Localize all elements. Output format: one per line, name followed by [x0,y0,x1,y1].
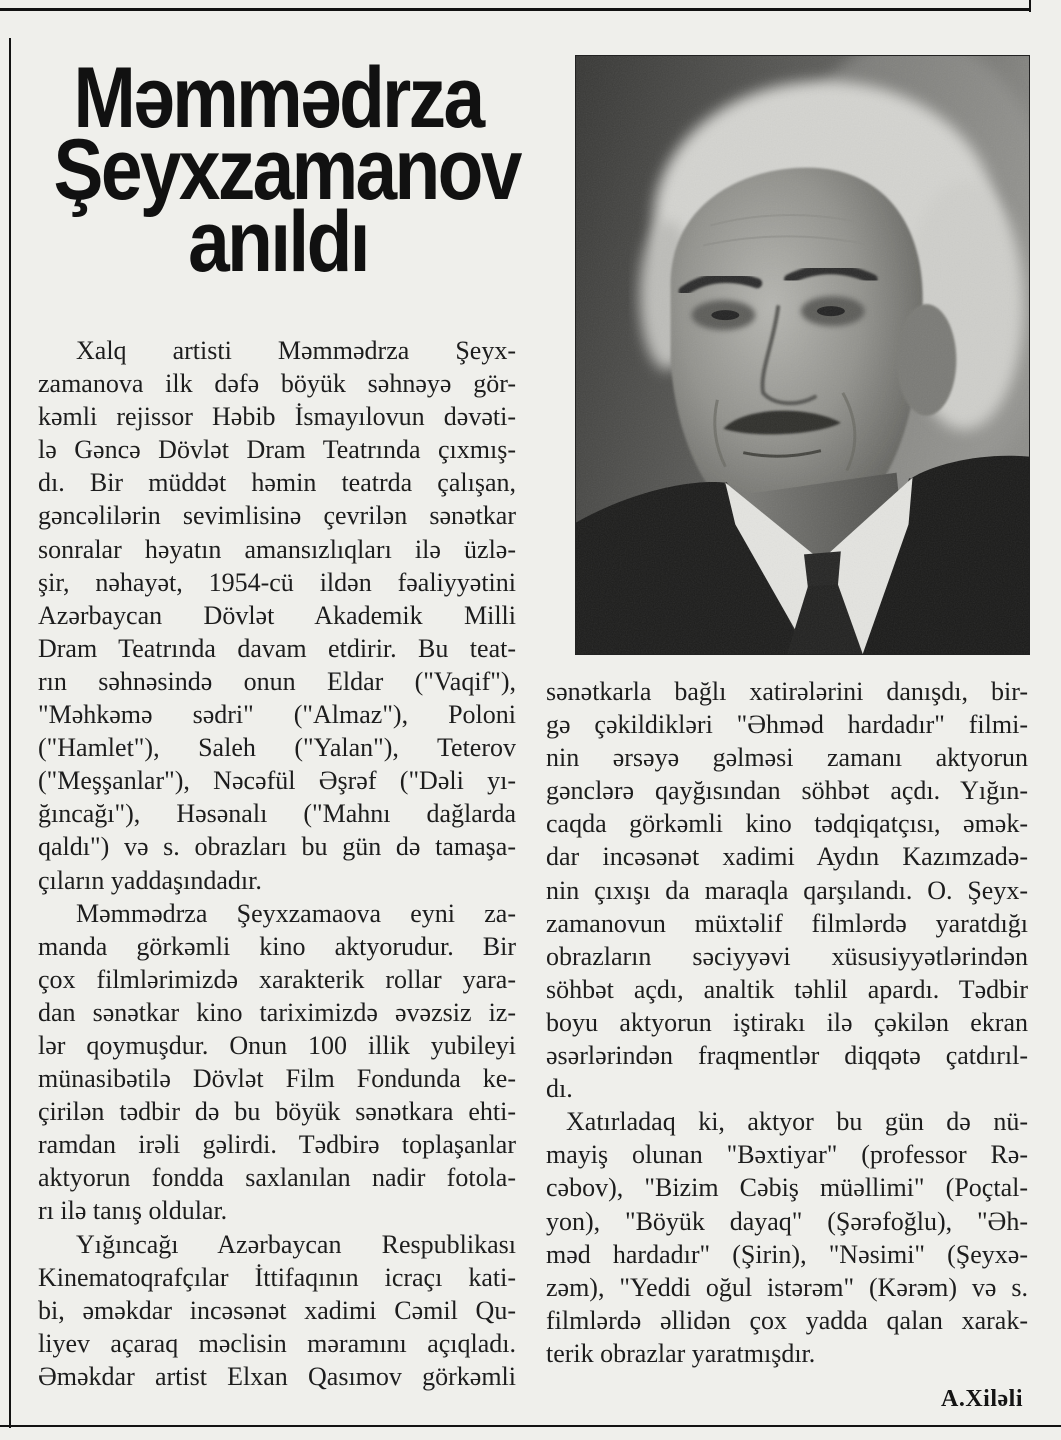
text-line: yon), "Böyük dayaq" (Şərəfoğlu), "Əh- [546,1206,1028,1236]
text-line: rın səhnəsində onun Eldar ("Vaqif"), [38,666,516,696]
text-line: obrazların səciyyəvi xüsusiyyətlərindən [546,941,1028,971]
text-line: aktyorun fondda saxlanılan nadir fotola- [38,1163,516,1193]
text-line: söhbət açdı, analtik təhlil apardı. Tədbir [546,974,1028,1004]
text-line: şir, nəhayət, 1954-cü ildən fəaliyyətini [38,567,516,597]
text-line: Yığıncağı Azərbaycan Respublikası [76,1229,516,1259]
text-line: rı ilə tanış oldular. [38,1196,228,1226]
rule-bottom [0,1425,1061,1427]
text-line: ramdan irəli gəlirdi. Tədbirə toplaşanlar [38,1130,516,1160]
text-line: gəncəlilərin sevimlisinə çevrilən sənətkar [38,501,516,531]
text-line: cəbov), "Bizim Cəbiş müəllimi" (Poçtal- [546,1173,1028,1203]
text-line: kəmli rejissor Həbib İsmayılovun dəvəti- [38,402,516,432]
text-line: dan sənətkar kino tariximizdə əvəzsiz iz- [38,997,516,1027]
rule-left [9,38,11,1428]
text-line: Xatırladaq ki, aktyor bu gün də nü- [566,1107,1028,1137]
text-line: mayiş olunan "Bəxtiyar" (professor Rə- [546,1140,1028,1170]
paragraph [38,897,516,1228]
text-line: zamanovun müxtəlif filmlərdə yaratdığı [546,908,1028,938]
text-line: Azərbaycan Dövlət Akademik Milli [38,600,516,630]
text-line: zamanova ilk dəfə böyük səhnəyə gör- [38,369,516,399]
text-line: nin çıxışı da maraqla qarşılandı. O. Şeyx- [546,875,1028,905]
text-line: çıların yaddaşındadır. [38,865,262,895]
text-line: caqda görkəmli kino tədqiqatçısı, əmək- [546,809,1028,839]
text-line: məd hardadır" (Şirin), "Nəsimi" (Şeyxə- [546,1239,1028,1269]
text-line: Xalq artisti Məmmədrza Şeyx- [76,336,516,365]
text-line: "Məhkəmə sədri" ("Almaz"), Poloni [38,700,516,730]
text-line: sonralar həyatın amansızlıqları ilə üzlə- [38,534,516,564]
text-line: nin ərsəyə gəlməsi zamanı aktyorun [546,743,1028,773]
text-line: filmlərdə əllidən çox yadda qalan xarak- [546,1305,1028,1335]
headline-line: anıldı [188,194,368,290]
text-line: münasibətilə Dövlət Film Fondunda ke- [38,1064,516,1094]
text-line: liyev açaraq məclisin məramını açıqladı. [38,1328,516,1358]
text-line: Əməkdar artist Elxan Qasımov görkəmli [38,1361,516,1391]
text-line: lər qoymuşdur. Onun 100 illik yubileyi [38,1030,516,1060]
rule-top [0,8,1031,11]
paragraph [38,334,516,897]
headline-line: Şeyxzamanov [53,122,520,218]
text-line: lə Gəncə Dövlət Dram Teatrında çıxmış- [38,435,516,465]
text-line: sənətkarla bağlı xatirələrini danışdı, bir- [546,677,1028,706]
text-line: Dram Teatrında davam etdirir. Bu teat- [38,633,516,663]
headline [20,50,536,290]
portrait-photo [575,55,1030,655]
text-line: ğıncağı"), Həsənalı ("Mahnı dağlarda [38,799,516,829]
text-line: əsərlərindən fraqmentlər diqqətə çatdırıl- [546,1041,1028,1071]
text-line: çirilən tədbir də bu böyük sənətkara ehti- [38,1097,516,1127]
text-line: bi, əməkdar incəsənət xadimi Cəmil Qu- [38,1295,516,1325]
text-line: gənclərə qayğısından söhbət açdı. Yığın- [546,776,1028,806]
text-line: manda görkəmli kino aktyorudur. Bir [38,931,516,961]
text-line: dı. [546,1074,573,1104]
text-line: terik obrazlar yaratmışdır. [546,1338,816,1368]
portrait-illustration [576,56,1029,654]
article-column-left [38,334,516,1393]
text-line: Kinematoqrafçılar İttifaqının icraçı kati- [38,1262,516,1292]
text-line: çox filmlərimizdə xarakterik rollar yara- [38,964,516,994]
paragraph-continuation [546,675,1028,1105]
byline: A.Xiləli [941,1386,1023,1412]
text-line: dı. Bir müddət həmin teatrda çalışan, [38,468,516,498]
text-line: zəm), "Yeddi oğul istərəm" (Kərəm) və s. [546,1272,1028,1302]
headline-line: Məmmədrza [73,50,483,146]
text-line: qaldı") və s. obrazları bu gün də tamaşa- [38,832,516,862]
rule-top-right-tick [1029,0,1031,12]
text-line: dar incəsənət xadimi Aydın Kazımzadə- [546,842,1028,872]
text-line: boyu aktyorun iştirakı ilə çəkilən ekran [546,1007,1028,1037]
text-line: Məmmədrza Şeyxzamaova eyni za- [76,898,516,928]
paragraph [546,1105,1028,1370]
photo-grain [576,56,1029,654]
text-line: gə çəkildikləri "Əhməd hardadır" filmi- [546,710,1028,740]
text-line: ("Hamlet"), Saleh ("Yalan"), Teterov [38,733,516,763]
text-line: ("Meşşanlar"), Nəcəfül Əşrəf ("Dəli yı- [38,766,516,796]
article-column-right [546,675,1028,1370]
paragraph [38,1228,516,1393]
